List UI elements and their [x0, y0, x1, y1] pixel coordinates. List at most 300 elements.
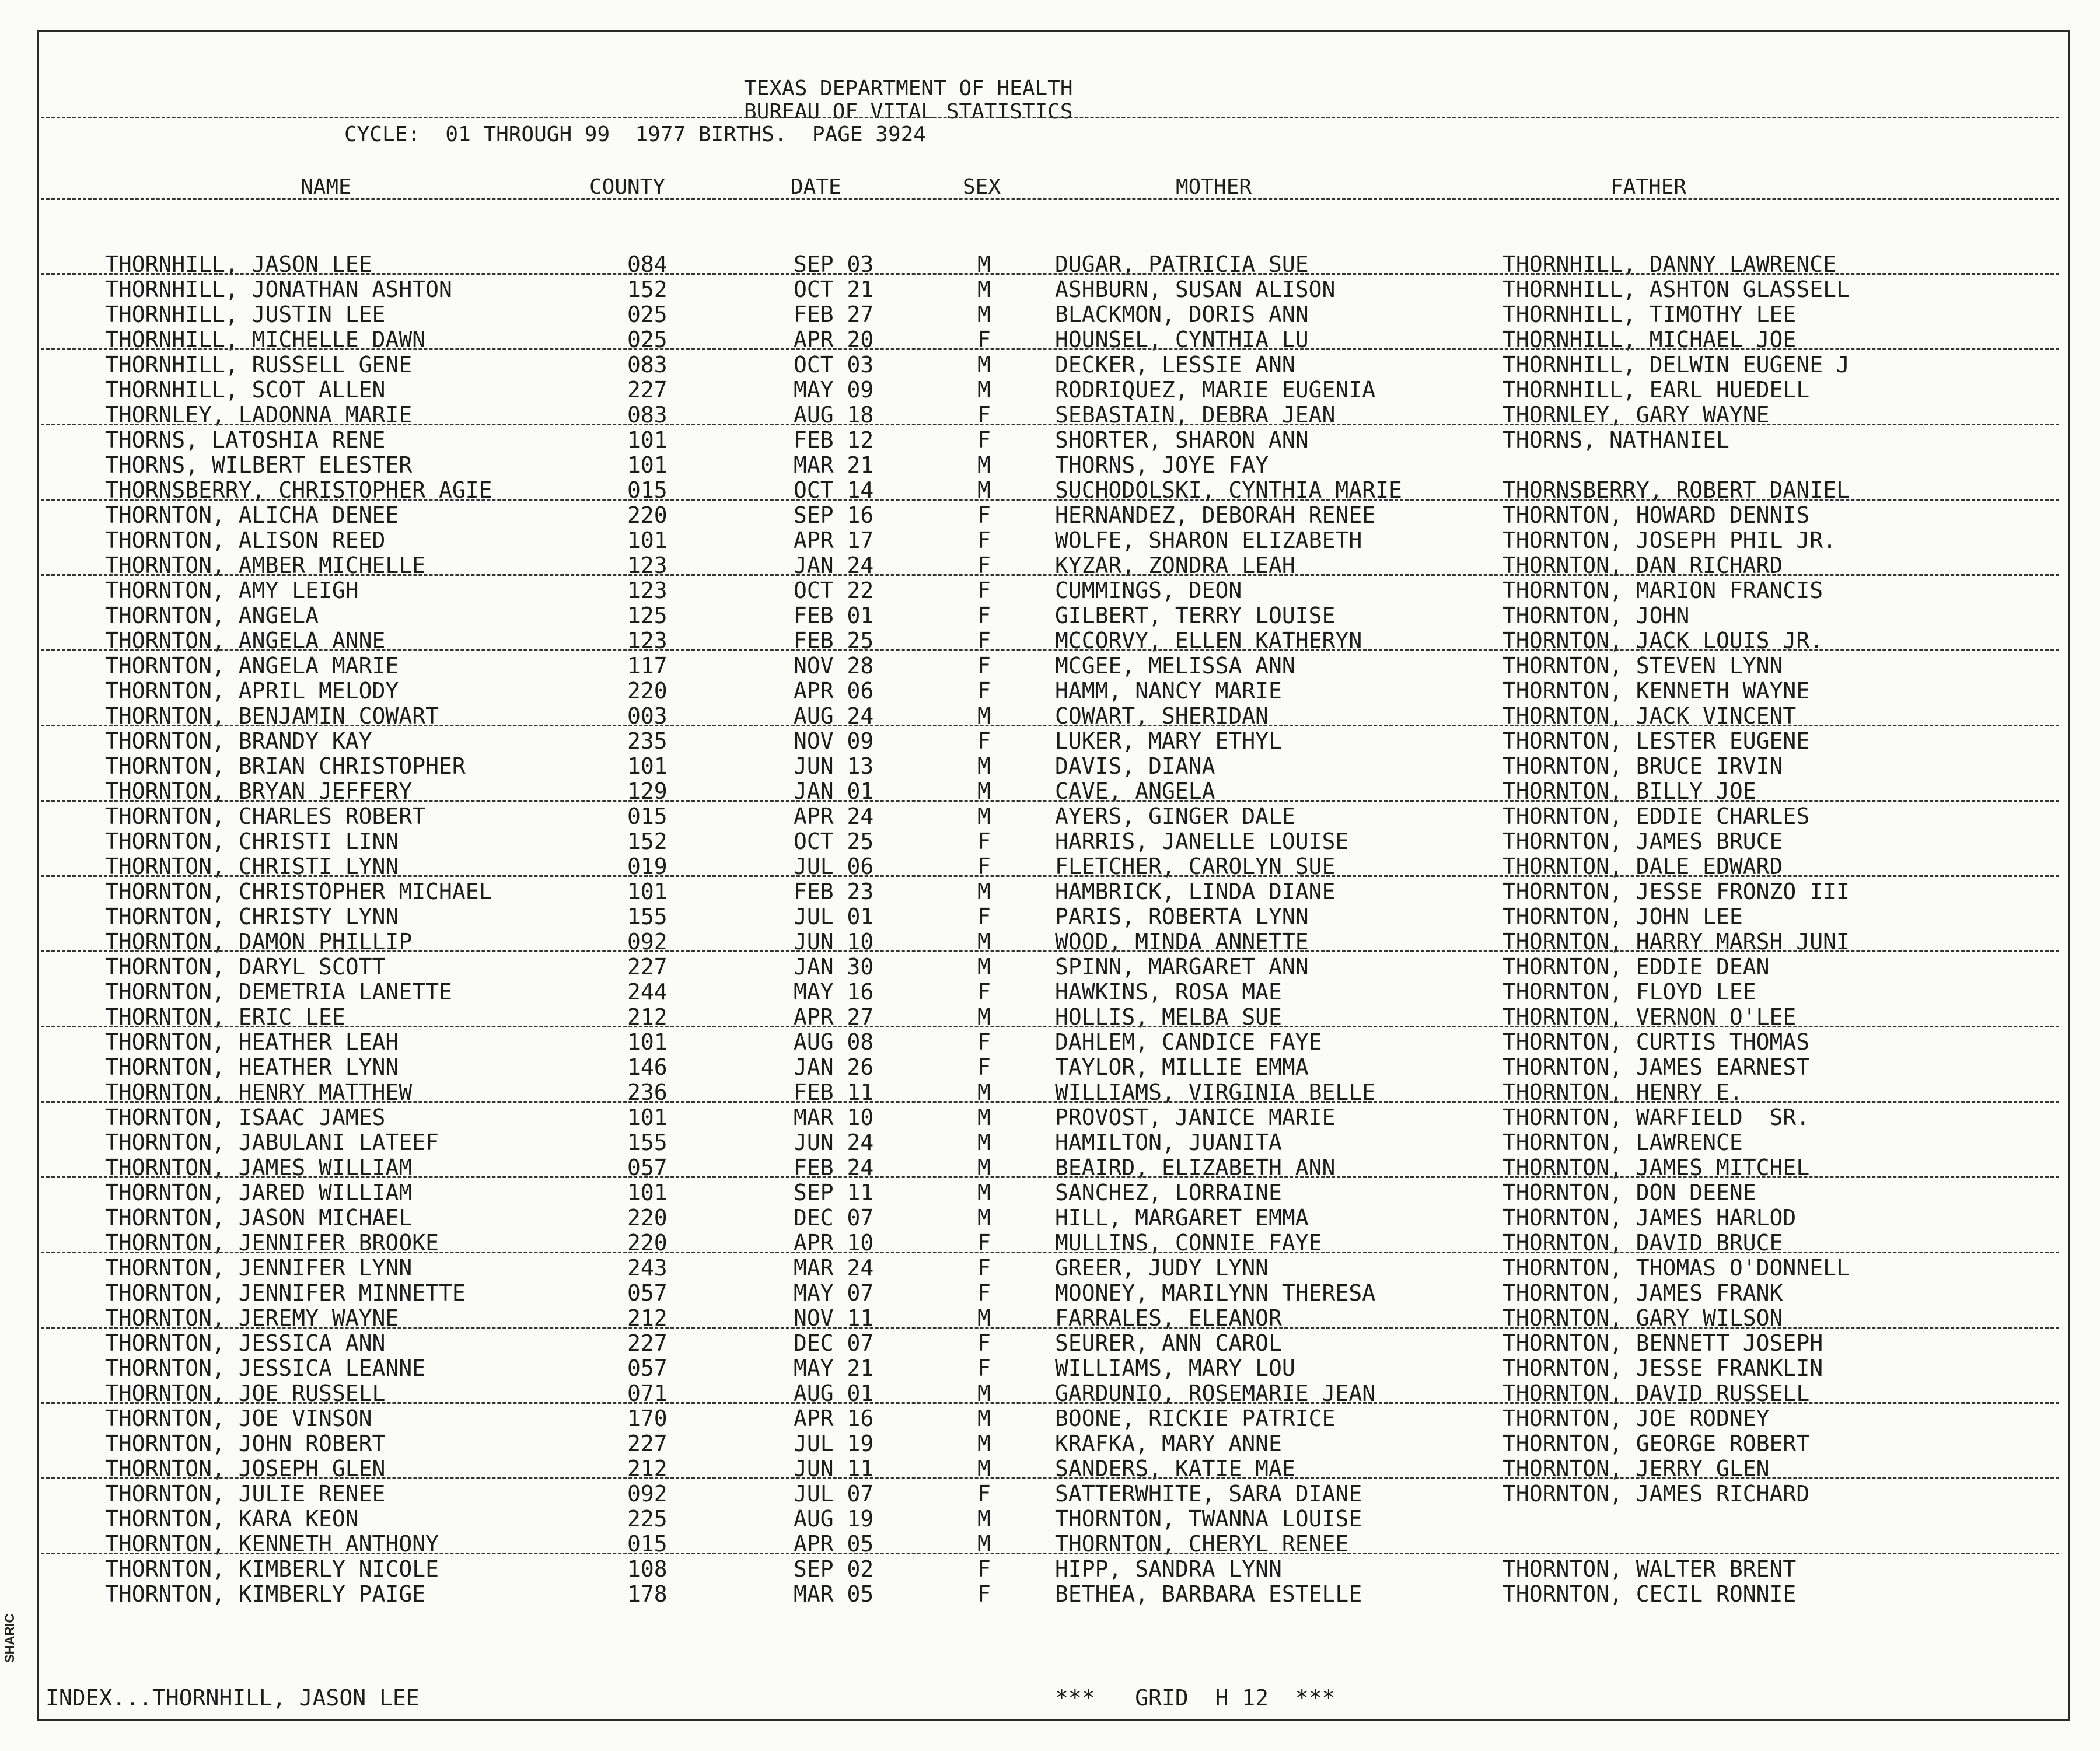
cell-sex: F	[977, 979, 991, 1005]
cell-name: THORNTON, JOE VINSON	[105, 1406, 372, 1431]
bureau-title: BUREAU OF VITAL STATISTICS	[744, 100, 1073, 124]
cell-date: FEB 25	[794, 628, 874, 653]
cell-father: THORNLEY, GARY WAYNE	[1503, 402, 1770, 428]
cell-date: MAY 07	[794, 1280, 874, 1306]
cell-sex: F	[977, 829, 991, 854]
cell-county: 015	[627, 477, 668, 503]
cell-mother: TAYLOR, MILLIE EMMA	[1055, 1054, 1309, 1080]
cell-sex: F	[977, 1255, 991, 1281]
cell-date: APR 24	[794, 803, 874, 829]
cell-father: THORNTON, JACK VINCENT	[1503, 703, 1797, 729]
cell-sex: M	[977, 803, 991, 829]
cell-mother: DAHLEM, CANDICE FAYE	[1055, 1029, 1322, 1055]
table-row	[0, 653, 2100, 679]
cell-name: THORNTON, JAMES WILLIAM	[105, 1155, 413, 1180]
cell-mother: HARRIS, JANELLE LOUISE	[1055, 829, 1349, 854]
table-row	[0, 1105, 2100, 1130]
cell-sex: M	[977, 1431, 991, 1456]
cell-name: THORNHILL, JASON LEE	[105, 251, 372, 277]
cell-sex: M	[977, 277, 991, 302]
cell-sex: F	[977, 1330, 991, 1356]
cell-name: THORNS, WILBERT ELESTER	[105, 452, 413, 478]
cell-name: THORNTON, HEATHER LEAH	[105, 1029, 399, 1055]
cell-date: NOV 11	[794, 1305, 874, 1331]
cell-name: THORNTON, ANGELA MARIE	[105, 653, 399, 679]
cell-county: 146	[627, 1054, 668, 1080]
cell-mother: KYZAR, ZONDRA LEAH	[1055, 553, 1295, 578]
cell-mother: HAMM, NANCY MARIE	[1055, 678, 1282, 704]
cell-father: THORNTON, KENNETH WAYNE	[1503, 678, 1810, 704]
cell-county: 025	[627, 327, 668, 352]
cell-name: THORNHILL, SCOT ALLEN	[105, 377, 386, 403]
cell-date: APR 10	[794, 1230, 874, 1256]
cell-date: APR 16	[794, 1406, 874, 1431]
cell-name: THORNTON, JABULANI LATEEF	[105, 1130, 439, 1155]
cell-sex: F	[977, 402, 991, 428]
cell-date: JUN 10	[794, 929, 874, 955]
cell-sex: M	[977, 1004, 991, 1030]
cell-sex: M	[977, 1155, 991, 1180]
table-row	[0, 1331, 2100, 1356]
cell-date: OCT 21	[794, 277, 874, 302]
cell-sex: F	[977, 653, 991, 679]
table-row	[0, 829, 2100, 854]
cell-name: THORNTON, HENRY MATTHEW	[105, 1079, 413, 1105]
cell-county: 123	[627, 578, 668, 603]
table-row	[0, 378, 2100, 403]
cell-county: 123	[627, 553, 668, 578]
cell-county: 015	[627, 803, 668, 829]
cell-mother: MCGEE, MELISSA ANN	[1055, 653, 1295, 679]
cell-sex: F	[977, 1029, 991, 1055]
cell-county: 108	[627, 1556, 668, 1582]
cell-name: THORNTON, ANGELA	[105, 603, 319, 628]
cell-date: MAY 21	[794, 1355, 874, 1381]
footer-index: INDEX...THORNHILL, JASON LEE	[46, 1685, 420, 1711]
cell-date: FEB 11	[794, 1079, 874, 1105]
column-header-date: DATE	[791, 175, 841, 199]
cell-date: JAN 30	[794, 954, 874, 980]
cell-father: THORNTON, MARION FRANCIS	[1503, 578, 1823, 603]
cell-date: JUL 19	[794, 1431, 874, 1456]
cell-father: THORNTON, THOMAS O'DONNELL	[1503, 1255, 1850, 1281]
cell-father: THORNHILL, DELWIN EUGENE J	[1503, 352, 1850, 378]
row-underline-rule	[41, 574, 2059, 576]
cell-mother: SEURER, ANN CAROL	[1055, 1330, 1282, 1356]
cell-sex: F	[977, 1556, 991, 1582]
table-row	[0, 503, 2100, 528]
cell-sex: F	[977, 603, 991, 628]
cell-mother: SHORTER, SHARON ANN	[1055, 427, 1309, 453]
row-underline-rule	[41, 499, 2059, 501]
table-row	[0, 804, 2100, 829]
cell-date: JUL 07	[794, 1481, 874, 1507]
table-row	[0, 1055, 2100, 1080]
table-row	[0, 1205, 2100, 1231]
cell-sex: F	[977, 904, 991, 929]
table-row	[0, 1532, 2100, 1557]
cell-name: THORNTON, JESSICA ANN	[105, 1330, 386, 1356]
table-row	[0, 1005, 2100, 1030]
cell-date: JUN 24	[794, 1130, 874, 1155]
cell-mother: GILBERT, TERRY LOUISE	[1055, 603, 1336, 628]
cell-county: 057	[627, 1155, 668, 1180]
row-underline-rule	[41, 1553, 2059, 1554]
cycle-line: CYCLE: 01 THROUGH 99 1977 BIRTHS. PAGE 3924	[344, 123, 926, 146]
cell-father: THORNSBERRY, ROBERT DANIEL	[1503, 477, 1850, 503]
cell-mother: WOOD, MINDA ANNETTE	[1055, 929, 1309, 955]
cell-name: THORNHILL, JONATHAN ASHTON	[105, 277, 452, 302]
column-header-father: FATHER	[1610, 175, 1687, 199]
cell-sex: F	[977, 502, 991, 528]
cell-mother: CAVE, ANGELA	[1055, 778, 1215, 804]
header-rule	[41, 117, 2059, 118]
cell-date: FEB 23	[794, 879, 874, 904]
cell-mother: HILL, MARGARET EMMA	[1055, 1205, 1309, 1231]
table-row	[0, 980, 2100, 1005]
column-header-mother: MOTHER	[1176, 175, 1252, 199]
cell-date: OCT 03	[794, 352, 874, 378]
cell-date: FEB 01	[794, 603, 874, 628]
cell-name: THORNTON, JOSEPH GLEN	[105, 1456, 386, 1481]
cell-sex: M	[977, 753, 991, 779]
table-row	[0, 403, 2100, 428]
table-row	[0, 553, 2100, 578]
cell-father: THORNHILL, TIMOTHY LEE	[1503, 302, 1797, 327]
cell-sex: F	[977, 427, 991, 453]
cell-date: FEB 24	[794, 1155, 874, 1180]
cell-sex: F	[977, 728, 991, 754]
cell-name: THORNTON, HEATHER LYNN	[105, 1054, 399, 1080]
cell-father: THORNTON, BRUCE IRVIN	[1503, 753, 1783, 779]
cell-father: THORNTON, JAMES MITCHEL	[1503, 1155, 1810, 1180]
cell-name: THORNTON, AMBER MICHELLE	[105, 553, 426, 578]
cell-sex: M	[977, 954, 991, 980]
cell-county: 225	[627, 1506, 668, 1532]
cell-county: 243	[627, 1255, 668, 1281]
cell-father: THORNTON, JAMES HARLOD	[1503, 1205, 1797, 1231]
cell-father: THORNTON, JAMES EARNEST	[1503, 1054, 1810, 1080]
cell-county: 071	[627, 1380, 668, 1406]
cell-father: THORNTON, JESSE FRONZO III	[1503, 879, 1850, 904]
cell-mother: MULLINS, CONNIE FAYE	[1055, 1230, 1322, 1256]
cell-county: 155	[627, 1130, 668, 1155]
table-row	[0, 879, 2100, 904]
cell-mother: WOLFE, SHARON ELIZABETH	[1055, 527, 1362, 553]
table-row	[0, 1507, 2100, 1532]
cell-father: THORNTON, LAWRENCE	[1503, 1130, 1743, 1155]
cell-mother: HOUNSEL, CYNTHIA LU	[1055, 327, 1309, 352]
table-row	[0, 1381, 2100, 1406]
cell-mother: HAMILTON, JUANITA	[1055, 1130, 1282, 1155]
cell-county: 101	[627, 452, 668, 478]
cell-mother: SATTERWHITE, SARA DIANE	[1055, 1481, 1362, 1507]
table-row	[0, 1582, 2100, 1607]
cell-father: THORNTON, JOHN	[1503, 603, 1690, 628]
cell-father: THORNHILL, DANNY LAWRENCE	[1503, 251, 1836, 277]
table-row	[0, 1180, 2100, 1205]
cell-father: THORNTON, EDDIE CHARLES	[1503, 803, 1810, 829]
row-underline-rule	[41, 273, 2059, 275]
row-underline-rule	[41, 800, 2059, 802]
cell-county: 101	[627, 427, 668, 453]
cell-sex: F	[977, 1481, 991, 1507]
cell-county: 236	[627, 1079, 668, 1105]
cell-county: 057	[627, 1280, 668, 1306]
cell-date: JAN 24	[794, 553, 874, 578]
cell-date: AUG 01	[794, 1380, 874, 1406]
cell-father: THORNTON, GARY WILSON	[1503, 1305, 1783, 1331]
cell-date: JUL 01	[794, 904, 874, 929]
table-row	[0, 729, 2100, 754]
cell-sex: M	[977, 1130, 991, 1155]
cell-father: THORNTON, LESTER EUGENE	[1503, 728, 1810, 754]
cell-mother: SEBASTAIN, DEBRA JEAN	[1055, 402, 1336, 428]
cell-sex: F	[977, 1230, 991, 1256]
cell-county: 015	[627, 1531, 668, 1557]
cell-date: SEP 11	[794, 1180, 874, 1205]
cell-date: SEP 16	[794, 502, 874, 528]
cell-date: JUN 11	[794, 1456, 874, 1481]
cell-county: 220	[627, 502, 668, 528]
cell-date: APR 17	[794, 527, 874, 553]
column-header-rule	[41, 198, 2059, 200]
table-row	[0, 528, 2100, 553]
cell-county: 019	[627, 854, 668, 879]
side-label: SHARIC	[2, 1613, 17, 1663]
cell-county: 129	[627, 778, 668, 804]
cell-name: THORNLEY, LADONNA MARIE	[105, 402, 413, 428]
cell-mother: THORNS, JOYE FAY	[1055, 452, 1269, 478]
cell-date: APR 06	[794, 678, 874, 704]
row-underline-rule	[41, 1477, 2059, 1479]
cell-sex: F	[977, 854, 991, 879]
cell-mother: ASHBURN, SUSAN ALISON	[1055, 277, 1336, 302]
cell-date: OCT 25	[794, 829, 874, 854]
cell-mother: AYERS, GINGER DALE	[1055, 803, 1295, 829]
cell-date: OCT 22	[794, 578, 874, 603]
cell-mother: FARRALES, ELEANOR	[1055, 1305, 1282, 1331]
cell-name: THORNTON, KIMBERLY PAIGE	[105, 1581, 426, 1607]
table-row	[0, 1130, 2100, 1155]
cell-date: DEC 07	[794, 1205, 874, 1231]
cell-father: THORNTON, WARFIELD SR.	[1503, 1105, 1810, 1130]
cell-father: THORNTON, JACK LOUIS JR.	[1503, 628, 1823, 653]
cell-name: THORNHILL, JUSTIN LEE	[105, 302, 386, 327]
cell-county: 227	[627, 1330, 668, 1356]
cell-county: 101	[627, 1105, 668, 1130]
cell-mother: COWART, SHERIDAN	[1055, 703, 1269, 729]
table-row	[0, 1406, 2100, 1431]
table-row	[0, 628, 2100, 653]
cell-mother: BETHEA, BARBARA ESTELLE	[1055, 1581, 1362, 1607]
cell-name: THORNHILL, RUSSELL GENE	[105, 352, 413, 378]
cell-date: AUG 08	[794, 1029, 874, 1055]
cell-county: 212	[627, 1305, 668, 1331]
cell-mother: CUMMINGS, DEON	[1055, 578, 1242, 603]
cell-sex: F	[977, 678, 991, 704]
table-row	[0, 1155, 2100, 1180]
cell-mother: HOLLIS, MELBA SUE	[1055, 1004, 1282, 1030]
cell-name: THORNTON, JENNIFER MINNETTE	[105, 1280, 466, 1306]
cell-father: THORNTON, DAN RICHARD	[1503, 553, 1783, 578]
cell-name: THORNTON, APRIL MELODY	[105, 678, 399, 704]
cell-date: MAR 24	[794, 1255, 874, 1281]
cell-father: THORNTON, DAVID RUSSELL	[1503, 1380, 1810, 1406]
cell-name: THORNTON, JULIE RENEE	[105, 1481, 386, 1507]
cell-sex: M	[977, 377, 991, 403]
table-row	[0, 904, 2100, 929]
cell-sex: M	[977, 1205, 991, 1231]
department-title: TEXAS DEPARTMENT OF HEALTH	[744, 76, 1073, 100]
cell-name: THORNTON, ERIC LEE	[105, 1004, 345, 1030]
cell-father: THORNTON, JESSE FRANKLIN	[1503, 1355, 1823, 1381]
cell-father: THORNTON, BENNETT JOSEPH	[1503, 1330, 1823, 1356]
cell-county: 178	[627, 1581, 668, 1607]
cell-sex: M	[977, 929, 991, 955]
cell-name: THORNTON, JOE RUSSELL	[105, 1380, 386, 1406]
cell-county: 212	[627, 1004, 668, 1030]
cell-county: 003	[627, 703, 668, 729]
cell-mother: KRAFKA, MARY ANNE	[1055, 1431, 1282, 1456]
cell-mother: WILLIAMS, VIRGINIA BELLE	[1055, 1079, 1376, 1105]
cell-mother: WILLIAMS, MARY LOU	[1055, 1355, 1295, 1381]
cell-county: 212	[627, 1456, 668, 1481]
cell-mother: DECKER, LESSIE ANN	[1055, 352, 1295, 378]
row-underline-rule	[41, 1252, 2059, 1253]
cell-sex: M	[977, 778, 991, 804]
cell-county: 092	[627, 1481, 668, 1507]
cell-county: 227	[627, 377, 668, 403]
cell-date: DEC 07	[794, 1330, 874, 1356]
table-row	[0, 1356, 2100, 1381]
table-row	[0, 277, 2100, 302]
cell-father: THORNTON, JOE RODNEY	[1503, 1406, 1770, 1431]
cell-mother: FLETCHER, CAROLYN SUE	[1055, 854, 1336, 879]
cell-sex: M	[977, 251, 991, 277]
cell-sex: M	[977, 1456, 991, 1481]
cell-father: THORNTON, JAMES FRANK	[1503, 1280, 1783, 1306]
cell-county: 155	[627, 904, 668, 929]
cell-name: THORNTON, JEREMY WAYNE	[105, 1305, 399, 1331]
cell-father: THORNTON, DAVID BRUCE	[1503, 1230, 1783, 1256]
cell-date: JUL 06	[794, 854, 874, 879]
table-row	[0, 352, 2100, 378]
cell-sex: F	[977, 553, 991, 578]
cell-father: THORNTON, STEVEN LYNN	[1503, 653, 1783, 679]
cell-date: APR 05	[794, 1531, 874, 1557]
cell-name: THORNTON, JENNIFER BROOKE	[105, 1230, 439, 1256]
cell-sex: M	[977, 1506, 991, 1532]
cell-name: THORNTON, KARA KEON	[105, 1506, 359, 1532]
cell-father: THORNTON, EDDIE DEAN	[1503, 954, 1770, 980]
cell-name: THORNTON, KIMBERLY NICOLE	[105, 1556, 439, 1582]
cell-date: JUN 13	[794, 753, 874, 779]
cell-father: THORNTON, JOSEPH PHIL JR.	[1503, 527, 1836, 553]
cell-mother: HERNANDEZ, DEBORAH RENEE	[1055, 502, 1376, 528]
cell-sex: M	[977, 1105, 991, 1130]
cell-date: SEP 02	[794, 1556, 874, 1582]
column-header-county: COUNTY	[589, 175, 666, 199]
table-row	[0, 704, 2100, 729]
column-header-sex: SEX	[963, 175, 1001, 199]
cell-sex: F	[977, 527, 991, 553]
cell-county: 123	[627, 628, 668, 653]
table-row	[0, 1231, 2100, 1256]
cell-name: THORNTON, CHRISTY LYNN	[105, 904, 399, 929]
cell-county: 220	[627, 1205, 668, 1231]
cell-father: THORNHILL, MICHAEL JOE	[1503, 327, 1797, 352]
table-row	[0, 1256, 2100, 1281]
cell-sex: M	[977, 1305, 991, 1331]
cell-sex: M	[977, 452, 991, 478]
table-row	[0, 1030, 2100, 1055]
cell-date: JAN 26	[794, 1054, 874, 1080]
table-row	[0, 779, 2100, 804]
cell-sex: M	[977, 477, 991, 503]
cell-county: 101	[627, 1029, 668, 1055]
table-row	[0, 453, 2100, 478]
cell-sex: F	[977, 1280, 991, 1306]
row-underline-rule	[41, 1101, 2059, 1103]
cell-sex: F	[977, 327, 991, 352]
cell-sex: F	[977, 628, 991, 653]
column-header-name: NAME	[301, 175, 351, 199]
table-row	[0, 1456, 2100, 1481]
row-underline-rule	[41, 1176, 2059, 1178]
cell-county: 101	[627, 1180, 668, 1205]
row-underline-rule	[41, 875, 2059, 877]
cell-date: NOV 28	[794, 653, 874, 679]
cell-name: THORNTON, BRANDY KAY	[105, 728, 372, 754]
cell-sex: M	[977, 352, 991, 378]
cell-mother: MOONEY, MARILYNN THERESA	[1055, 1280, 1376, 1306]
cell-father: THORNTON, HENRY E.	[1503, 1079, 1743, 1105]
table-row	[0, 302, 2100, 327]
table-row	[0, 854, 2100, 879]
cell-mother: GARDUNIO, ROSEMARIE JEAN	[1055, 1380, 1376, 1406]
cell-county: 101	[627, 879, 668, 904]
cell-county: 244	[627, 979, 668, 1005]
cell-name: THORNTON, BRIAN CHRISTOPHER	[105, 753, 466, 779]
cell-name: THORNTON, DEMETRIA LANETTE	[105, 979, 452, 1005]
cell-mother: BEAIRD, ELIZABETH ANN	[1055, 1155, 1336, 1180]
cell-name: THORNTON, JESSICA LEANNE	[105, 1355, 426, 1381]
cell-name: THORNHILL, MICHELLE DAWN	[105, 327, 426, 352]
cell-father: THORNTON, CECIL RONNIE	[1503, 1581, 1797, 1607]
cell-date: APR 20	[794, 327, 874, 352]
cell-date: AUG 24	[794, 703, 874, 729]
cell-name: THORNTON, ALISON REED	[105, 527, 386, 553]
cell-county: 101	[627, 753, 668, 779]
cell-name: THORNTON, BRYAN JEFFERY	[105, 778, 413, 804]
cell-county: 117	[627, 653, 668, 679]
cell-father: THORNTON, HOWARD DENNIS	[1503, 502, 1810, 528]
table-row	[0, 955, 2100, 980]
cell-mother: HIPP, SANDRA LYNN	[1055, 1556, 1282, 1582]
cell-sex: M	[977, 1380, 991, 1406]
cell-mother: SPINN, MARGARET ANN	[1055, 954, 1309, 980]
table-row	[0, 929, 2100, 955]
cell-mother: HAMBRICK, LINDA DIANE	[1055, 879, 1336, 904]
cell-date: MAY 09	[794, 377, 874, 403]
table-row	[0, 428, 2100, 453]
table-row	[0, 478, 2100, 503]
cell-mother: BOONE, RICKIE PATRICE	[1055, 1406, 1336, 1431]
cell-father: THORNHILL, ASHTON GLASSELL	[1503, 277, 1850, 302]
cell-date: AUG 19	[794, 1506, 874, 1532]
cell-father: THORNTON, BILLY JOE	[1503, 778, 1756, 804]
